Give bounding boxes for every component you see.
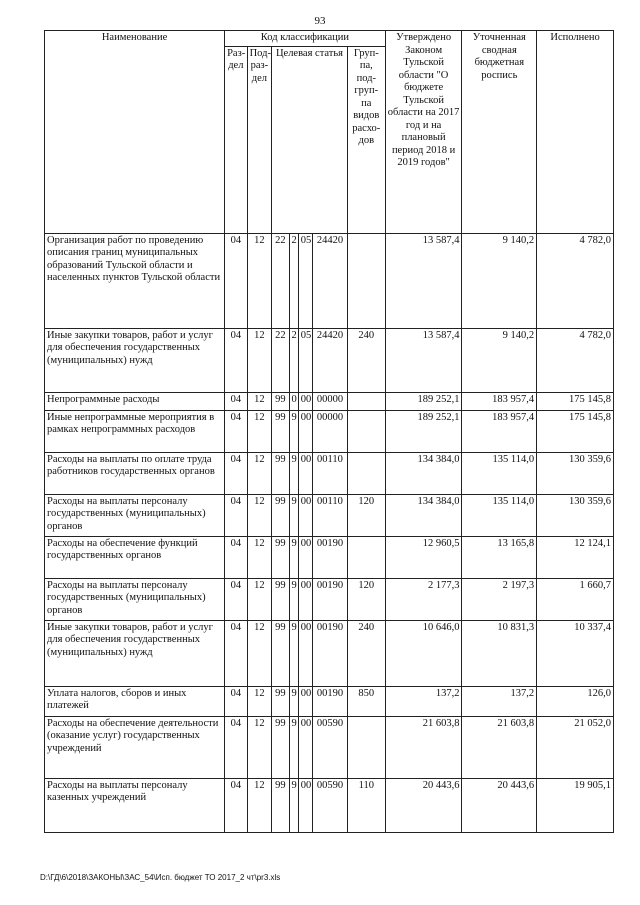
cell-refined: 10 831,3 <box>462 620 537 686</box>
cell-pr: 12 <box>247 620 272 686</box>
cell-refined: 183 957,4 <box>462 410 537 452</box>
cell-t3: 00 <box>298 578 312 620</box>
cell-t1: 99 <box>272 778 289 832</box>
budget-table <box>44 30 614 833</box>
table-row <box>45 452 614 494</box>
cell-refined: 135 114,0 <box>462 494 537 536</box>
cell-executed: 12 124,1 <box>537 536 614 578</box>
cell-rz: 04 <box>225 410 248 452</box>
cell-approved: 134 384,0 <box>385 452 462 494</box>
cell-t2: 0 <box>289 392 298 410</box>
cell-t4: 24420 <box>313 328 348 392</box>
cell-t2: 9 <box>289 716 298 778</box>
cell-pr: 12 <box>247 328 272 392</box>
cell-t2: 9 <box>289 578 298 620</box>
cell-t4: 24420 <box>313 233 348 328</box>
cell-t1: 99 <box>272 410 289 452</box>
cell-refined: 137,2 <box>462 686 537 716</box>
cell-t3: 00 <box>298 494 312 536</box>
cell-t2: 9 <box>289 536 298 578</box>
cell-rz: 04 <box>225 620 248 686</box>
cell-t4: 00190 <box>313 578 348 620</box>
header-name: Наименование <box>45 31 225 234</box>
cell-t4: 00190 <box>313 536 348 578</box>
cell-pr: 12 <box>247 494 272 536</box>
cell-t3: 00 <box>298 716 312 778</box>
cell-name: Непрограммные расходы <box>45 392 225 410</box>
cell-t3: 00 <box>298 536 312 578</box>
cell-t2: 9 <box>289 494 298 536</box>
cell-vr: 240 <box>347 620 385 686</box>
table-row <box>45 686 614 716</box>
cell-rz: 04 <box>225 494 248 536</box>
cell-t3: 00 <box>298 778 312 832</box>
cell-approved: 13 587,4 <box>385 328 462 392</box>
cell-name: Расходы на обеспечение деятельности (оказание услуг) государственных учреждений <box>45 716 225 778</box>
cell-name: Иные непрограммные мероприятия в рамках непрограммных расходов <box>45 410 225 452</box>
header-refined: Уточненная сводная бюджетная роспись <box>462 31 537 234</box>
cell-pr: 12 <box>247 778 272 832</box>
table-row <box>45 578 614 620</box>
cell-t4: 00190 <box>313 686 348 716</box>
cell-t4: 00000 <box>313 410 348 452</box>
cell-pr: 12 <box>247 578 272 620</box>
cell-t4: 00110 <box>313 494 348 536</box>
cell-refined: 13 165,8 <box>462 536 537 578</box>
cell-pr: 12 <box>247 233 272 328</box>
cell-vr <box>347 716 385 778</box>
header-executed: Исполнено <box>537 31 614 234</box>
cell-executed: 175 145,8 <box>537 410 614 452</box>
cell-vr <box>347 410 385 452</box>
cell-name: Расходы на выплаты персоналу казенных учреждений <box>45 778 225 832</box>
cell-refined: 20 443,6 <box>462 778 537 832</box>
cell-t4: 00590 <box>313 716 348 778</box>
cell-t4: 00190 <box>313 620 348 686</box>
cell-t4: 00590 <box>313 778 348 832</box>
cell-t2: 2 <box>289 233 298 328</box>
table-row <box>45 328 614 392</box>
cell-rz: 04 <box>225 536 248 578</box>
cell-approved: 137,2 <box>385 686 462 716</box>
cell-vr: 110 <box>347 778 385 832</box>
page-number: 93 <box>314 15 326 27</box>
cell-refined: 2 197,3 <box>462 578 537 620</box>
table-row <box>45 536 614 578</box>
cell-vr: 120 <box>347 578 385 620</box>
cell-pr: 12 <box>247 716 272 778</box>
cell-pr: 12 <box>247 686 272 716</box>
cell-t3: 00 <box>298 686 312 716</box>
cell-t2: 2 <box>289 328 298 392</box>
cell-t1: 99 <box>272 686 289 716</box>
cell-t4: 00000 <box>313 392 348 410</box>
cell-rz: 04 <box>225 233 248 328</box>
cell-pr: 12 <box>247 392 272 410</box>
cell-t3: 05 <box>298 328 312 392</box>
cell-executed: 4 782,0 <box>537 328 614 392</box>
cell-t1: 99 <box>272 620 289 686</box>
header-razdel: Раз- дел <box>225 46 248 233</box>
cell-t1: 22 <box>272 328 289 392</box>
table-row <box>45 410 614 452</box>
cell-name: Уплата налогов, сборов и иных платежей <box>45 686 225 716</box>
cell-executed: 175 145,8 <box>537 392 614 410</box>
cell-rz: 04 <box>225 578 248 620</box>
cell-approved: 10 646,0 <box>385 620 462 686</box>
cell-vr <box>347 233 385 328</box>
cell-t2: 9 <box>289 410 298 452</box>
cell-approved: 134 384,0 <box>385 494 462 536</box>
cell-executed: 10 337,4 <box>537 620 614 686</box>
cell-t2: 9 <box>289 778 298 832</box>
cell-approved: 13 587,4 <box>385 233 462 328</box>
cell-name: Иные закупки товаров, работ и услуг для обеспечения государственных (муниципальных) нужд <box>45 328 225 392</box>
header-podrazdel: Под- раз- дел <box>247 46 272 233</box>
cell-executed: 4 782,0 <box>537 233 614 328</box>
file-path-footer: D:\ГД\6\2018\ЗАКОНЫ\ЗАС_54\Исп. бюджет ТО 2017_2 чт\pr3.xls <box>40 873 281 882</box>
cell-t1: 99 <box>272 392 289 410</box>
header-code-group: Код классификации <box>225 31 386 47</box>
cell-t1: 99 <box>272 494 289 536</box>
cell-executed: 21 052,0 <box>537 716 614 778</box>
table-row <box>45 494 614 536</box>
cell-t2: 9 <box>289 452 298 494</box>
cell-refined: 135 114,0 <box>462 452 537 494</box>
cell-approved: 189 252,1 <box>385 392 462 410</box>
cell-name: Расходы на выплаты персоналу государственных (муниципальных) органов <box>45 578 225 620</box>
table-row <box>45 620 614 686</box>
table-row <box>45 716 614 778</box>
cell-vr: 120 <box>347 494 385 536</box>
cell-t1: 99 <box>272 716 289 778</box>
cell-t2: 9 <box>289 620 298 686</box>
header-approved: Утверждено Законом Тульской области "О бюджете Тульской области на 2017 год и на плановый период 2018 и 2019 годов" <box>385 31 462 234</box>
cell-t3: 00 <box>298 392 312 410</box>
cell-pr: 12 <box>247 410 272 452</box>
cell-t3: 00 <box>298 620 312 686</box>
cell-pr: 12 <box>247 452 272 494</box>
cell-executed: 126,0 <box>537 686 614 716</box>
header-vid: Груп- па, под- груп- па видов расхо- дов <box>347 46 385 233</box>
cell-approved: 21 603,8 <box>385 716 462 778</box>
cell-executed: 130 359,6 <box>537 452 614 494</box>
cell-t4: 00110 <box>313 452 348 494</box>
table-body <box>45 233 614 832</box>
cell-t1: 99 <box>272 578 289 620</box>
cell-t1: 22 <box>272 233 289 328</box>
table-row <box>45 778 614 832</box>
cell-vr: 240 <box>347 328 385 392</box>
cell-vr <box>347 452 385 494</box>
cell-vr <box>347 536 385 578</box>
header-target: Целевая статья <box>272 46 348 233</box>
cell-name: Расходы на выплаты по оплате труда работников государственных органов <box>45 452 225 494</box>
cell-approved: 20 443,6 <box>385 778 462 832</box>
cell-rz: 04 <box>225 328 248 392</box>
table-row <box>45 233 614 328</box>
cell-refined: 21 603,8 <box>462 716 537 778</box>
cell-t3: 00 <box>298 410 312 452</box>
cell-executed: 19 905,1 <box>537 778 614 832</box>
cell-rz: 04 <box>225 392 248 410</box>
cell-t2: 9 <box>289 686 298 716</box>
cell-name: Организация работ по проведению описания границ муниципальных образований Тульской области и населенных пунктов Тульской области <box>45 233 225 328</box>
table-row <box>45 392 614 410</box>
cell-vr: 850 <box>347 686 385 716</box>
cell-t1: 99 <box>272 536 289 578</box>
cell-name: Расходы на выплаты персоналу государственных (муниципальных) органов <box>45 494 225 536</box>
cell-name: Расходы на обеспечение функций государственных органов <box>45 536 225 578</box>
cell-refined: 9 140,2 <box>462 328 537 392</box>
cell-t3: 00 <box>298 452 312 494</box>
cell-rz: 04 <box>225 778 248 832</box>
cell-pr: 12 <box>247 536 272 578</box>
cell-approved: 2 177,3 <box>385 578 462 620</box>
cell-refined: 183 957,4 <box>462 392 537 410</box>
cell-t3: 05 <box>298 233 312 328</box>
cell-refined: 9 140,2 <box>462 233 537 328</box>
cell-vr <box>347 392 385 410</box>
cell-executed: 130 359,6 <box>537 494 614 536</box>
cell-rz: 04 <box>225 686 248 716</box>
cell-rz: 04 <box>225 716 248 778</box>
cell-approved: 189 252,1 <box>385 410 462 452</box>
cell-rz: 04 <box>225 452 248 494</box>
cell-approved: 12 960,5 <box>385 536 462 578</box>
cell-executed: 1 660,7 <box>537 578 614 620</box>
cell-name: Иные закупки товаров, работ и услуг для обеспечения государственных (муниципальных) нужд <box>45 620 225 686</box>
cell-t1: 99 <box>272 452 289 494</box>
